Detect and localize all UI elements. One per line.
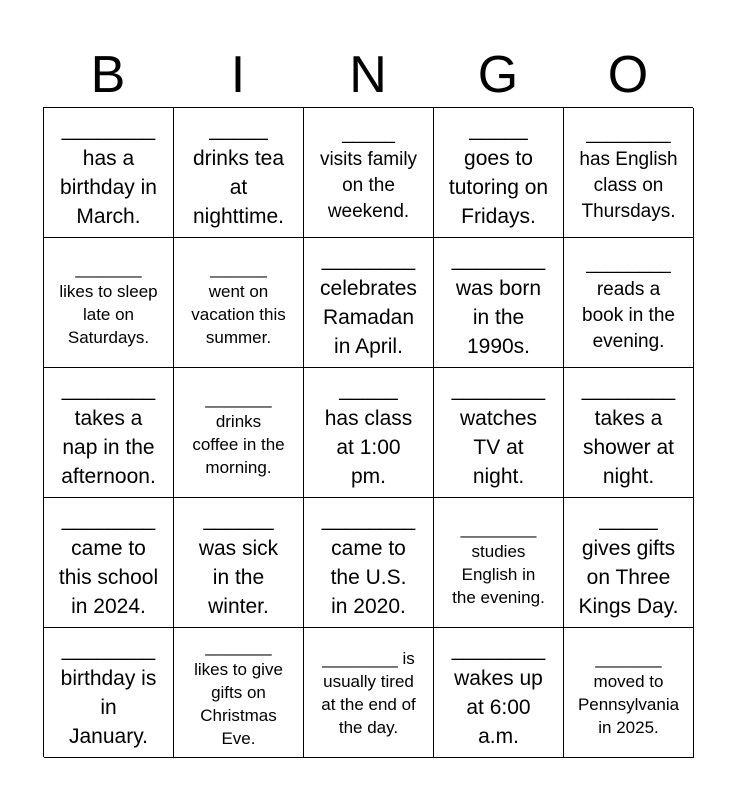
bingo-cell[interactable] <box>174 498 304 628</box>
bingo-cell[interactable] <box>304 238 434 368</box>
cell-text: _____ gives gifts on Three Kings Day. <box>578 507 679 618</box>
header-letter-g: G <box>477 46 519 104</box>
bingo-header <box>43 44 693 106</box>
cell-text: ________ takes a shower at night. <box>581 377 676 488</box>
bingo-cell[interactable] <box>304 108 434 238</box>
cell-text: ________ studies English in the evening. <box>452 518 545 607</box>
cell-text: _______ drinks coffee in the morning. <box>192 388 285 477</box>
bingo-cell[interactable] <box>174 368 304 498</box>
cell-text: ________ celebrates Ramadan in April. <box>320 247 417 358</box>
cell-text: _______ likes to give gifts on Christmas Eve. <box>194 637 283 748</box>
bingo-cell[interactable] <box>44 108 174 238</box>
cell-text: ________ came to the U.S. in 2020. <box>321 507 416 618</box>
cell-text: ________ birthday is in January. <box>60 637 157 748</box>
bingo-cell[interactable] <box>44 498 174 628</box>
bingo-cell[interactable] <box>304 628 434 758</box>
cell-text: ________ has English class on Thursdays. <box>579 122 678 222</box>
cell-text: ______ was sick in the winter. <box>198 507 279 618</box>
cell-text: ______ went on vacation this summer. <box>191 258 286 347</box>
bingo-cell[interactable] <box>174 628 304 758</box>
bingo-cell[interactable] <box>174 108 304 238</box>
bingo-cell[interactable] <box>434 628 564 758</box>
cell-text: ________ came to this school in 2024. <box>58 507 159 618</box>
header-letter-o: O <box>607 46 649 104</box>
bingo-cell[interactable] <box>564 238 694 368</box>
cell-text: _____ visits family on the weekend. <box>319 122 418 222</box>
bingo-cell[interactable] <box>174 238 304 368</box>
cell-text: _____ drinks tea at nighttime. <box>192 117 285 228</box>
bingo-cell[interactable] <box>564 498 694 628</box>
bingo-cell[interactable] <box>564 368 694 498</box>
cell-text: ________ takes a nap in the afternoon. <box>61 377 156 488</box>
bingo-cell[interactable] <box>564 108 694 238</box>
cell-text: ________ has a birthday in March. <box>60 117 157 228</box>
bingo-cell[interactable] <box>304 498 434 628</box>
bingo-cell[interactable] <box>434 368 564 498</box>
cell-text: ________ was born in the 1990s. <box>451 247 546 358</box>
bingo-cell[interactable] <box>434 498 564 628</box>
bingo-cell[interactable] <box>44 368 174 498</box>
bingo-cell[interactable] <box>564 628 694 758</box>
cell-text: ________ reads a book in the evening. <box>582 252 675 352</box>
cell-text: ________ watches TV at night. <box>451 377 546 488</box>
cell-text: _______ likes to sleep late on Saturdays. <box>59 258 158 347</box>
cell-text: _______ moved to Pennsylvania in 2025. <box>577 648 680 737</box>
header-letter-n: N <box>349 46 387 104</box>
header-letter-b: B <box>90 46 126 104</box>
bingo-cell[interactable] <box>44 628 174 758</box>
bingo-cell[interactable] <box>44 238 174 368</box>
header-letter-i: I <box>230 46 246 104</box>
cell-text: _____ has class at 1:00 pm. <box>324 377 413 488</box>
cell-text: ________ is usually tired at the end of the day. <box>321 648 416 737</box>
bingo-cell[interactable] <box>434 108 564 238</box>
cell-text: _____ goes to tutoring on Fridays. <box>448 117 549 228</box>
bingo-cell[interactable] <box>434 238 564 368</box>
cell-text: ________ wakes up at 6:00 a.m. <box>451 637 546 748</box>
bingo-grid <box>43 107 693 757</box>
bingo-cell[interactable] <box>304 368 434 498</box>
